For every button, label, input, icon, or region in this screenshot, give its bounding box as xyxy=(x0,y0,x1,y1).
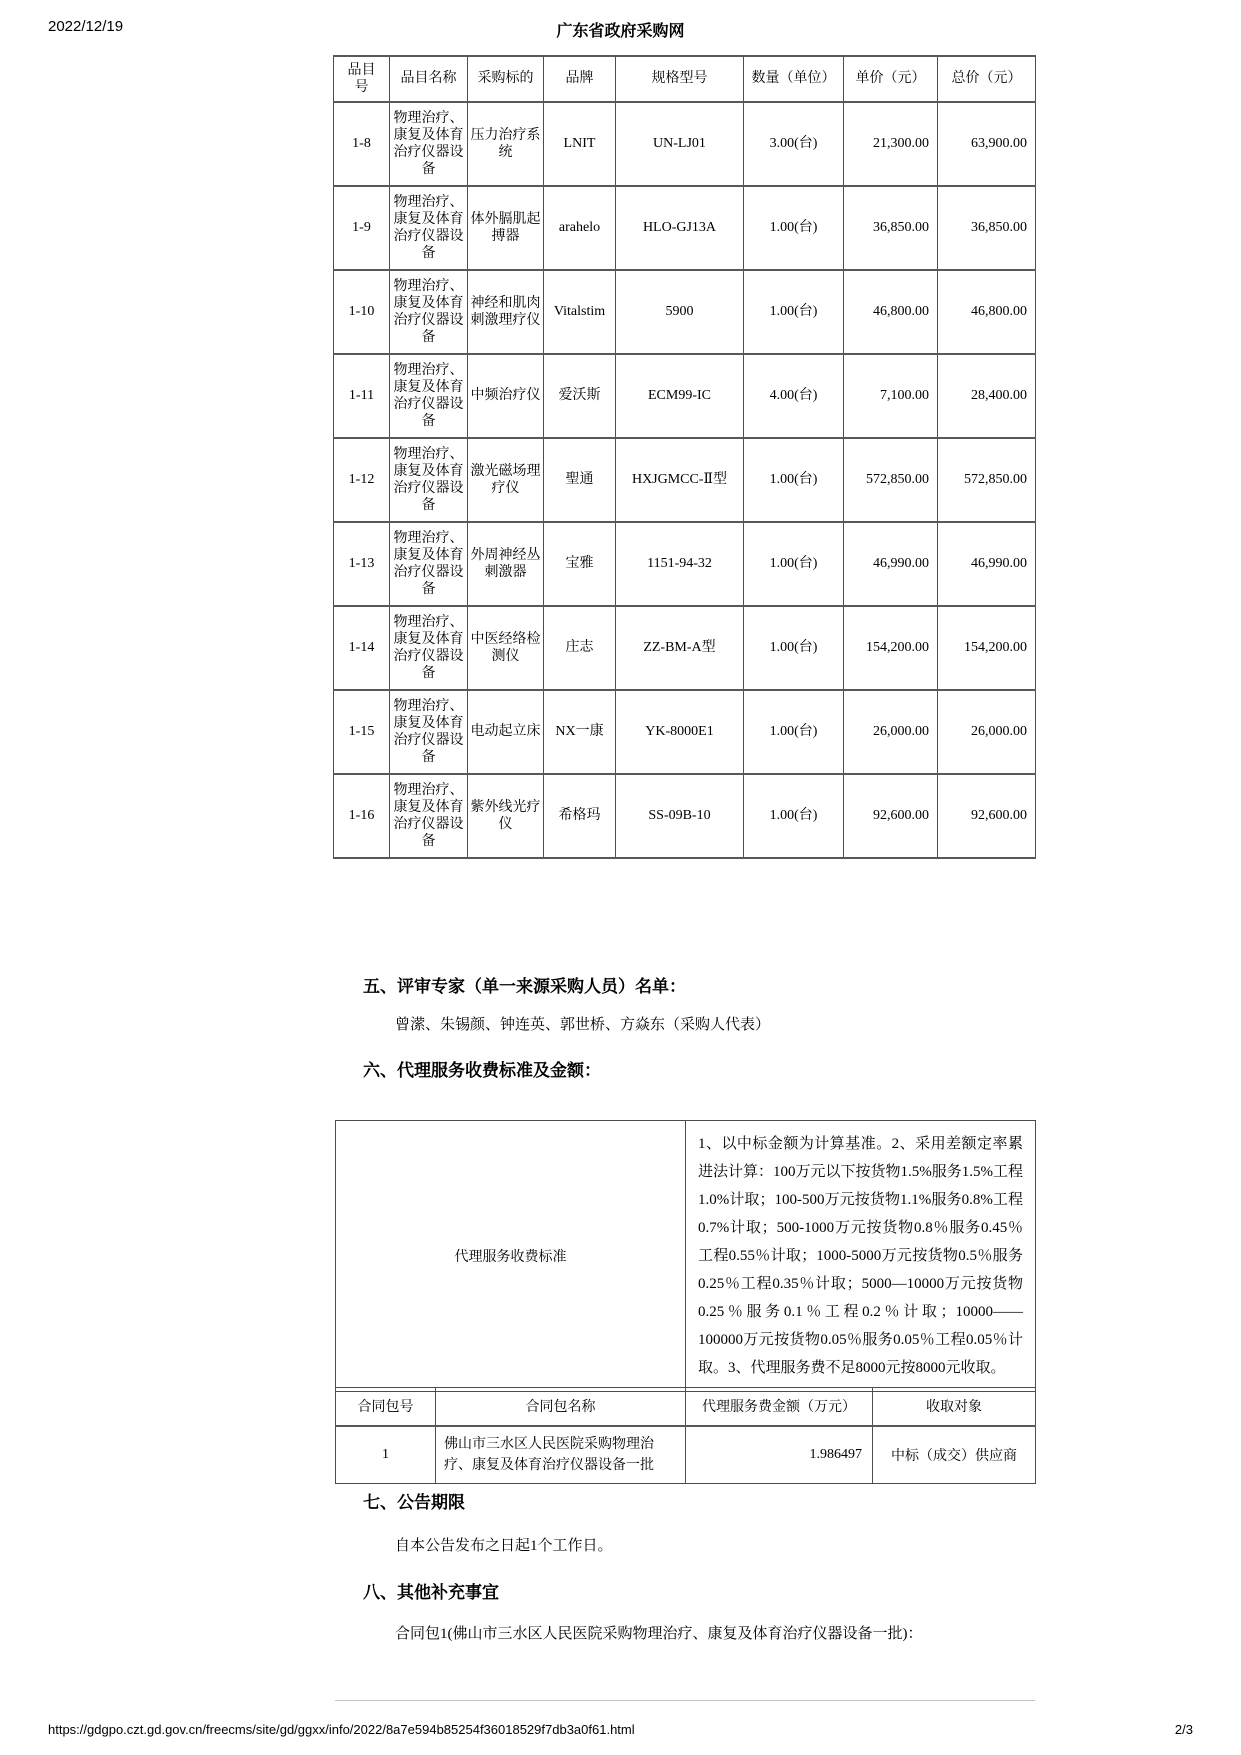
package-name-cell: 佛山市三水区人民医院采购物理治疗、康复及体育治疗仪器设备一批 xyxy=(436,1426,686,1484)
item-no-cell: 1-12 xyxy=(334,438,390,522)
package-no-cell: 1 xyxy=(336,1426,436,1484)
item-row xyxy=(334,522,1036,606)
item-quantity-cell: 1.00(台) xyxy=(744,438,844,522)
col-header-item-name: 品目名称 xyxy=(390,56,468,102)
item-row xyxy=(334,774,1036,858)
item-target-cell: 中频治疗仪 xyxy=(468,354,544,438)
charge-target-cell: 中标（成交）供应商 xyxy=(873,1426,1036,1484)
fee-amount-cell: 1.986497 xyxy=(686,1426,873,1484)
fee-row xyxy=(336,1121,1036,1392)
item-category-cell: 物理治疗、康复及体育治疗仪器设备 xyxy=(390,690,468,774)
item-model-cell: 1151-94-32 xyxy=(616,522,744,606)
col-header-package-name: 合同包名称 xyxy=(436,1388,686,1426)
item-model-cell: 5900 xyxy=(616,270,744,354)
item-model-cell: SS-09B-10 xyxy=(616,774,744,858)
col-header-package-no: 合同包号 xyxy=(336,1388,436,1426)
item-unit-price-cell: 21,300.00 xyxy=(844,102,938,186)
items-header-row xyxy=(334,56,1036,102)
item-target-cell: 压力治疗系统 xyxy=(468,102,544,186)
col-header-model: 规格型号 xyxy=(616,56,744,102)
item-brand-cell: 爱沃斯 xyxy=(544,354,616,438)
item-unit-price-cell: 154,200.00 xyxy=(844,606,938,690)
col-header-charge-target: 收取对象 xyxy=(873,1388,1036,1426)
item-target-cell: 激光磁场理疗仪 xyxy=(468,438,544,522)
item-brand-cell: LNIT xyxy=(544,102,616,186)
item-model-cell: YK-8000E1 xyxy=(616,690,744,774)
item-category-cell: 物理治疗、康复及体育治疗仪器设备 xyxy=(390,354,468,438)
footer-page-number: 2/3 xyxy=(1174,1722,1193,1737)
item-quantity-cell: 1.00(台) xyxy=(744,606,844,690)
item-total-price-cell: 154,200.00 xyxy=(938,606,1036,690)
item-row xyxy=(334,690,1036,774)
item-unit-price-cell: 92,600.00 xyxy=(844,774,938,858)
item-unit-price-cell: 36,850.00 xyxy=(844,186,938,270)
section8-content: 合同包1(佛山市三水区人民医院采购物理治疗、康复及体育治疗仪器设备一批)： xyxy=(395,1626,923,1642)
item-model-cell: HLO-GJ13A xyxy=(616,186,744,270)
footer-divider xyxy=(335,1700,1035,1701)
item-category-cell: 物理治疗、康复及体育治疗仪器设备 xyxy=(390,270,468,354)
item-model-cell: ECM99-IC xyxy=(616,354,744,438)
section7-title: 七、公告期限 xyxy=(363,1493,465,1512)
col-header-unit-price: 单价（元） xyxy=(844,56,938,102)
item-no-cell: 1-11 xyxy=(334,354,390,438)
item-row xyxy=(334,606,1036,690)
item-quantity-cell: 1.00(台) xyxy=(744,690,844,774)
item-row xyxy=(334,270,1036,354)
item-model-cell: ZZ-BM-A型 xyxy=(616,606,744,690)
item-no-cell: 1-13 xyxy=(334,522,390,606)
item-target-cell: 电动起立床 xyxy=(468,690,544,774)
item-unit-price-cell: 7,100.00 xyxy=(844,354,938,438)
col-header-target: 采购标的 xyxy=(468,56,544,102)
item-category-cell: 物理治疗、康复及体育治疗仪器设备 xyxy=(390,438,468,522)
section7-content: 自本公告发布之日起1个工作日。 xyxy=(395,1538,613,1554)
item-category-cell: 物理治疗、康复及体育治疗仪器设备 xyxy=(390,522,468,606)
item-total-price-cell: 46,800.00 xyxy=(938,270,1036,354)
item-no-cell: 1-8 xyxy=(334,102,390,186)
item-category-cell: 物理治疗、康复及体育治疗仪器设备 xyxy=(390,186,468,270)
item-unit-price-cell: 46,990.00 xyxy=(844,522,938,606)
section6-title: 六、代理服务收费标准及金额： xyxy=(363,1061,601,1080)
col-header-quantity: 数量（单位） xyxy=(744,56,844,102)
item-brand-cell: 聖通 xyxy=(544,438,616,522)
col-header-total-price: 总价（元） xyxy=(938,56,1036,102)
item-quantity-cell: 1.00(台) xyxy=(744,186,844,270)
item-brand-cell: 希格玛 xyxy=(544,774,616,858)
item-unit-price-cell: 572,850.00 xyxy=(844,438,938,522)
item-total-price-cell: 46,990.00 xyxy=(938,522,1036,606)
item-brand-cell: 宝雅 xyxy=(544,522,616,606)
item-total-price-cell: 28,400.00 xyxy=(938,354,1036,438)
package-header-row xyxy=(336,1388,1036,1426)
item-quantity-cell: 1.00(台) xyxy=(744,270,844,354)
item-total-price-cell: 92,600.00 xyxy=(938,774,1036,858)
col-header-fee-amount: 代理服务费金额（万元） xyxy=(686,1388,873,1426)
item-brand-cell: NX一康 xyxy=(544,690,616,774)
package-row xyxy=(336,1426,1036,1484)
item-row xyxy=(334,354,1036,438)
item-unit-price-cell: 26,000.00 xyxy=(844,690,938,774)
item-target-cell: 神经和肌肉刺激理疗仪 xyxy=(468,270,544,354)
col-header-brand: 品牌 xyxy=(544,56,616,102)
item-no-cell: 1-14 xyxy=(334,606,390,690)
item-category-cell: 物理治疗、康复及体育治疗仪器设备 xyxy=(390,774,468,858)
item-quantity-cell: 3.00(台) xyxy=(744,102,844,186)
item-target-cell: 外周神经丛刺激器 xyxy=(468,522,544,606)
item-row xyxy=(334,102,1036,186)
item-model-cell: HXJGMCC-Ⅱ型 xyxy=(616,438,744,522)
item-target-cell: 中医经络检测仪 xyxy=(468,606,544,690)
item-no-cell: 1-15 xyxy=(334,690,390,774)
expert-names: 曾潆、朱锡颜、钟连英、郭世桥、方焱东（采购人代表） xyxy=(395,1017,771,1033)
item-category-cell: 物理治疗、康复及体育治疗仪器设备 xyxy=(390,606,468,690)
item-total-price-cell: 26,000.00 xyxy=(938,690,1036,774)
item-total-price-cell: 36,850.00 xyxy=(938,186,1036,270)
item-quantity-cell: 1.00(台) xyxy=(744,774,844,858)
item-quantity-cell: 1.00(台) xyxy=(744,522,844,606)
item-total-price-cell: 572,850.00 xyxy=(938,438,1036,522)
section8-title: 八、其他补充事宜 xyxy=(363,1583,499,1602)
item-category-cell: 物理治疗、康复及体育治疗仪器设备 xyxy=(390,102,468,186)
item-no-cell: 1-9 xyxy=(334,186,390,270)
item-row xyxy=(334,438,1036,522)
site-title: 广东省政府采购网 xyxy=(556,23,685,40)
fee-standard-label: 代理服务收费标准 xyxy=(336,1121,686,1392)
item-target-cell: 体外膈肌起搏器 xyxy=(468,186,544,270)
print-date: 2022/12/19 xyxy=(48,18,124,35)
item-total-price-cell: 63,900.00 xyxy=(938,102,1036,186)
item-target-cell: 紫外线光疗仪 xyxy=(468,774,544,858)
item-brand-cell: Vitalstim xyxy=(544,270,616,354)
item-no-cell: 1-10 xyxy=(334,270,390,354)
col-header-item-no: 品目号 xyxy=(334,56,390,102)
agency-fee-table xyxy=(335,1120,1036,1392)
item-no-cell: 1-16 xyxy=(334,774,390,858)
item-row xyxy=(334,186,1036,270)
items-table-body xyxy=(334,102,1036,858)
item-brand-cell: arahelo xyxy=(544,186,616,270)
item-model-cell: UN-LJ01 xyxy=(616,102,744,186)
section5-title: 五、评审专家（单一来源采购人员）名单： xyxy=(363,977,686,996)
items-table xyxy=(333,55,1036,859)
fee-standard-content: 1、以中标金额为计算基准。2、采用差额定率累进法计算：100万元以下按货物1.5%服务1.5%工程1.0%计取；100-500万元按货物1.1%服务0.8%工程0.7%计取；500-1000万元按货物0.8％服务0.45％工程0.55％计取；1000-5000万元按货物0.5％服务0.25％工程0.35％计取；5000—10000万元按货物0.25％服务0.1％工程0.2％计取；10000——100000万元按货物0.05％服务0.05％工程0.05％计取。3、代理服务费不足8000元按8000元收取。 xyxy=(686,1121,1036,1392)
contract-package-table xyxy=(335,1387,1036,1484)
item-unit-price-cell: 46,800.00 xyxy=(844,270,938,354)
footer-url: https://gdgpo.czt.gd.gov.cn/freecms/site/gd/ggxx/info/2022/8a7e594b85254f36018529f7db3a0f61.html xyxy=(48,1722,635,1737)
item-quantity-cell: 4.00(台) xyxy=(744,354,844,438)
package-table-body xyxy=(336,1426,1036,1484)
item-brand-cell: 庄志 xyxy=(544,606,616,690)
